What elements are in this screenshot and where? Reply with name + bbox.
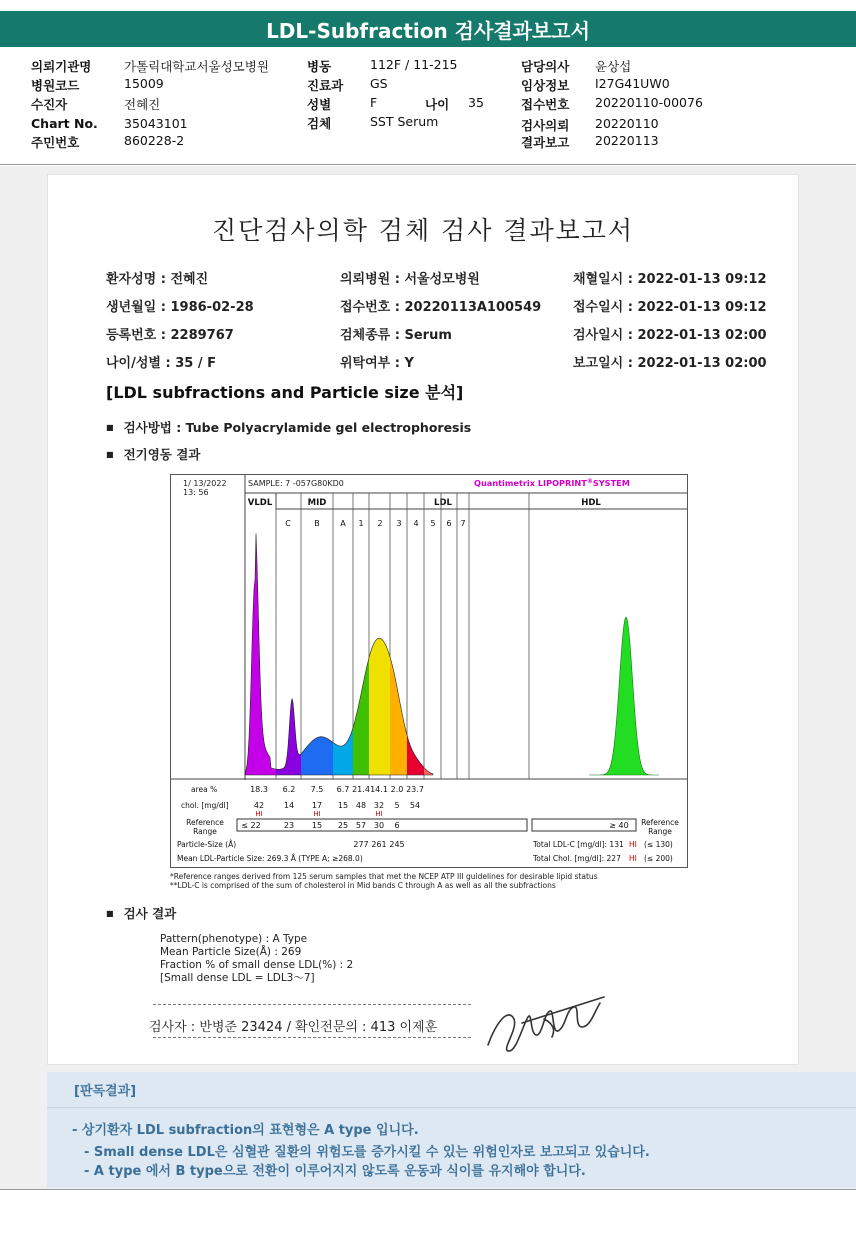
info-value: 112F / 11-215 xyxy=(370,57,458,72)
chart-sample: SAMPLE: 7 -057G80KD0 xyxy=(248,479,344,488)
chol-value: 5 xyxy=(394,801,400,810)
chol-value: 32 xyxy=(373,801,385,810)
band-label: C xyxy=(285,519,291,528)
field-label: 검체종류 : Serum xyxy=(340,328,452,343)
info-label: 담당의사 xyxy=(521,59,570,74)
field-label: 등록번호 : 2289767 xyxy=(106,328,234,343)
ref-value: ≤ 22 xyxy=(241,821,261,830)
region-label: HDL xyxy=(581,498,601,508)
report-header-title: LDL-Subfraction 검사결과보고서 xyxy=(266,18,590,43)
field-label: 생년월일 : 1986-02-28 xyxy=(106,300,254,315)
chol-value: 42 xyxy=(253,801,265,810)
region-label: VLDL xyxy=(247,498,273,508)
area-value: 18.3 xyxy=(250,785,268,794)
info-label: 임상정보 xyxy=(521,78,570,93)
info-label: 나이 xyxy=(425,97,450,112)
band-label: 5 xyxy=(430,519,436,528)
field-label: 접수일시 : 2022-01-13 09:12 xyxy=(573,300,767,315)
info-value: 전혜진 xyxy=(124,97,161,112)
field-label: 나이/성별 : 35 / F xyxy=(106,356,217,371)
lipoprint-svg xyxy=(171,475,687,867)
section-title: [LDL subfractions and Particle size 분석] xyxy=(106,383,464,402)
band-label: 3 xyxy=(396,519,402,528)
area-value: 21.4 xyxy=(352,785,370,794)
particle-value: 245 xyxy=(389,840,405,849)
result-line: Pattern(phenotype) : A Type xyxy=(160,933,308,945)
info-label: 의뢰기관명 xyxy=(31,59,92,74)
band-label: A xyxy=(340,519,346,528)
chol-value: 54 xyxy=(409,801,421,810)
hi-flag: HI xyxy=(629,840,637,849)
total-chol: Total Chol. [mg/dl]: 227 xyxy=(533,854,621,863)
result-line: Mean Particle Size(Å) : 269 xyxy=(160,946,302,958)
chol-value: 14 xyxy=(283,801,295,810)
area-value: 2.0 xyxy=(390,785,404,794)
field-label: 접수번호 : 20220113A100549 xyxy=(340,300,542,315)
particle-value: 261 xyxy=(371,840,387,849)
info-value: 가톨릭대학교서울성모병원 xyxy=(124,59,269,74)
particle-value: 277 xyxy=(353,840,369,849)
band-fill xyxy=(245,475,276,775)
result-line: Fraction % of small dense LDL(%) : 2 xyxy=(160,959,354,971)
ref-value: 23 xyxy=(283,821,295,830)
signature-image xyxy=(482,993,612,1055)
info-value: F xyxy=(370,95,378,110)
interpretation-title: [판독결과] xyxy=(74,1084,137,1099)
total-chol-ref: (≤ 200) xyxy=(644,854,673,863)
region-label: MID xyxy=(307,498,327,508)
info-label: 병원코드 xyxy=(31,78,80,93)
field-label: 환자성명 : 전혜진 xyxy=(106,272,209,287)
ref-value: 57 xyxy=(355,821,367,830)
info-value: SST Serum xyxy=(370,114,439,129)
dashed-rule xyxy=(153,1037,471,1038)
total-ldl-ref: (≤ 130) xyxy=(644,840,673,849)
band-label: 6 xyxy=(446,519,452,528)
dashed-rule xyxy=(153,1004,471,1005)
info-label: 병동 xyxy=(307,59,332,74)
chart-brand: Quantimetrix LIPOPRINT®SYSTEM xyxy=(474,478,630,488)
ref-value: 15 xyxy=(311,821,323,830)
info-value: 20220113 xyxy=(595,133,659,148)
info-value: 20220110-00076 xyxy=(595,95,703,110)
info-label: 결과보고 xyxy=(521,135,570,150)
region-label: LDL xyxy=(434,498,452,508)
band-label: 1 xyxy=(358,519,364,528)
field-label: 위탁여부 : Y xyxy=(340,356,414,371)
band-label: B xyxy=(314,519,320,528)
ref-label: Reference xyxy=(641,818,679,827)
info-value: 860228-2 xyxy=(124,133,185,148)
divider xyxy=(47,1107,856,1108)
interpretation-line: - Small dense LDL은 심혈관 질환의 위험도를 증가시킬 수 있는 위험인자로 보고되고 있습니다. xyxy=(84,1145,650,1160)
area-value: 7.5 xyxy=(310,785,324,794)
info-label: 검체 xyxy=(307,116,332,131)
area-value: 6.2 xyxy=(282,785,296,794)
hi-flag: HI xyxy=(255,810,263,818)
chol-value: 17 xyxy=(311,801,323,810)
reference-notes xyxy=(170,872,598,890)
info-value: 윤상섭 xyxy=(595,59,632,74)
ref-value: ≥ 40 xyxy=(609,821,629,830)
electrophoresis-title: ■ 전기영동 결과 xyxy=(106,445,200,463)
field-label: 보고일시 : 2022-01-13 02:00 xyxy=(573,356,767,371)
interpretation-panel xyxy=(47,1072,856,1188)
interpretation-line: - 상기환자 LDL subfraction의 표현형은 A type 입니다. xyxy=(72,1123,419,1138)
info-label: 검사의뢰 xyxy=(521,118,570,133)
info-value: 15009 xyxy=(124,76,164,91)
band-label: 7 xyxy=(460,519,466,528)
info-label: 진료과 xyxy=(307,78,344,93)
area-value: 6.7 xyxy=(336,785,350,794)
hdl-peak xyxy=(589,617,659,775)
lipoprint-chart xyxy=(170,474,688,868)
total-ldl-c: Total LDL-C [mg/dl]: 131 xyxy=(533,840,624,849)
ref-value: 30 xyxy=(373,821,385,830)
band-label: 4 xyxy=(413,519,419,528)
area-value: 14.1 xyxy=(370,785,388,794)
info-value: 35043101 xyxy=(124,116,188,131)
hi-flag: HI xyxy=(629,854,637,863)
patient-info-panel xyxy=(0,53,856,165)
info-label: 성별 xyxy=(307,97,332,112)
field-label: 의뢰병원 : 서울성모병원 xyxy=(340,272,480,287)
ref-label: Range xyxy=(193,827,217,836)
hi-flag: HI xyxy=(313,810,321,818)
interpretation-line: - A type 에서 B type으로 전환이 이루어지지 않도록 운동과 식이를 유지해야 합니다. xyxy=(84,1164,586,1179)
info-value: GS xyxy=(370,76,388,91)
chol-label: chol. [mg/dl] xyxy=(181,801,229,810)
info-value: I27G41UW0 xyxy=(595,76,670,91)
chart-time: 13: 56 xyxy=(183,488,209,497)
band-label: 2 xyxy=(377,519,383,528)
signers-line: 검사자 : 반병준 23424 / 확인전문의 : 413 이제훈 xyxy=(149,1020,438,1035)
area-label: area % xyxy=(191,785,218,794)
lab-report-document xyxy=(47,174,799,1065)
chol-value: 48 xyxy=(355,801,367,810)
ref-value: 6 xyxy=(394,821,400,830)
result-line: [Small dense LDL = LDL3～7] xyxy=(160,972,315,984)
info-label: 접수번호 xyxy=(521,97,570,112)
field-label: 검사일시 : 2022-01-13 02:00 xyxy=(573,328,767,343)
field-label: 채혈일시 : 2022-01-13 09:12 xyxy=(573,272,767,287)
report-header xyxy=(0,11,856,47)
method-text: ■ 검사방법 : Tube Polyacrylamide gel electrophoresis xyxy=(106,418,471,436)
result-title: ■ 검사 결과 xyxy=(106,904,176,922)
chol-value: 15 xyxy=(337,801,349,810)
info-label: 수진자 xyxy=(31,97,68,112)
hi-flag: HI xyxy=(375,810,383,818)
info-label: Chart No. xyxy=(31,116,98,131)
ref-label: Range xyxy=(648,827,672,836)
mean-particle-size: Mean LDL-Particle Size: 269.3 Å (TYPE A; ≥268.0) xyxy=(177,854,363,863)
chart-date: 1/ 13/2022 xyxy=(183,479,227,488)
divider xyxy=(0,1189,856,1190)
note-line: *Reference ranges derived from 125 serum samples that met the NCEP ATP III guidelines for desirable lipid status xyxy=(170,872,598,881)
ref-label: Reference xyxy=(186,818,224,827)
divider xyxy=(0,164,856,165)
info-value: 20220110 xyxy=(595,116,659,131)
particle-label: Particle-Size (Å) xyxy=(177,840,237,849)
note-line: **LDL-C is comprised of the sum of cholesterol in Mid bands C through A as well as all the subfractions xyxy=(170,881,556,890)
info-value: 35 xyxy=(468,95,484,110)
ref-value: 25 xyxy=(337,821,349,830)
info-label: 주민번호 xyxy=(31,135,80,150)
area-value: 23.7 xyxy=(406,785,424,794)
document-title: 진단검사의학 검체 검사 결과보고서 xyxy=(211,216,635,245)
result-block xyxy=(160,933,353,985)
